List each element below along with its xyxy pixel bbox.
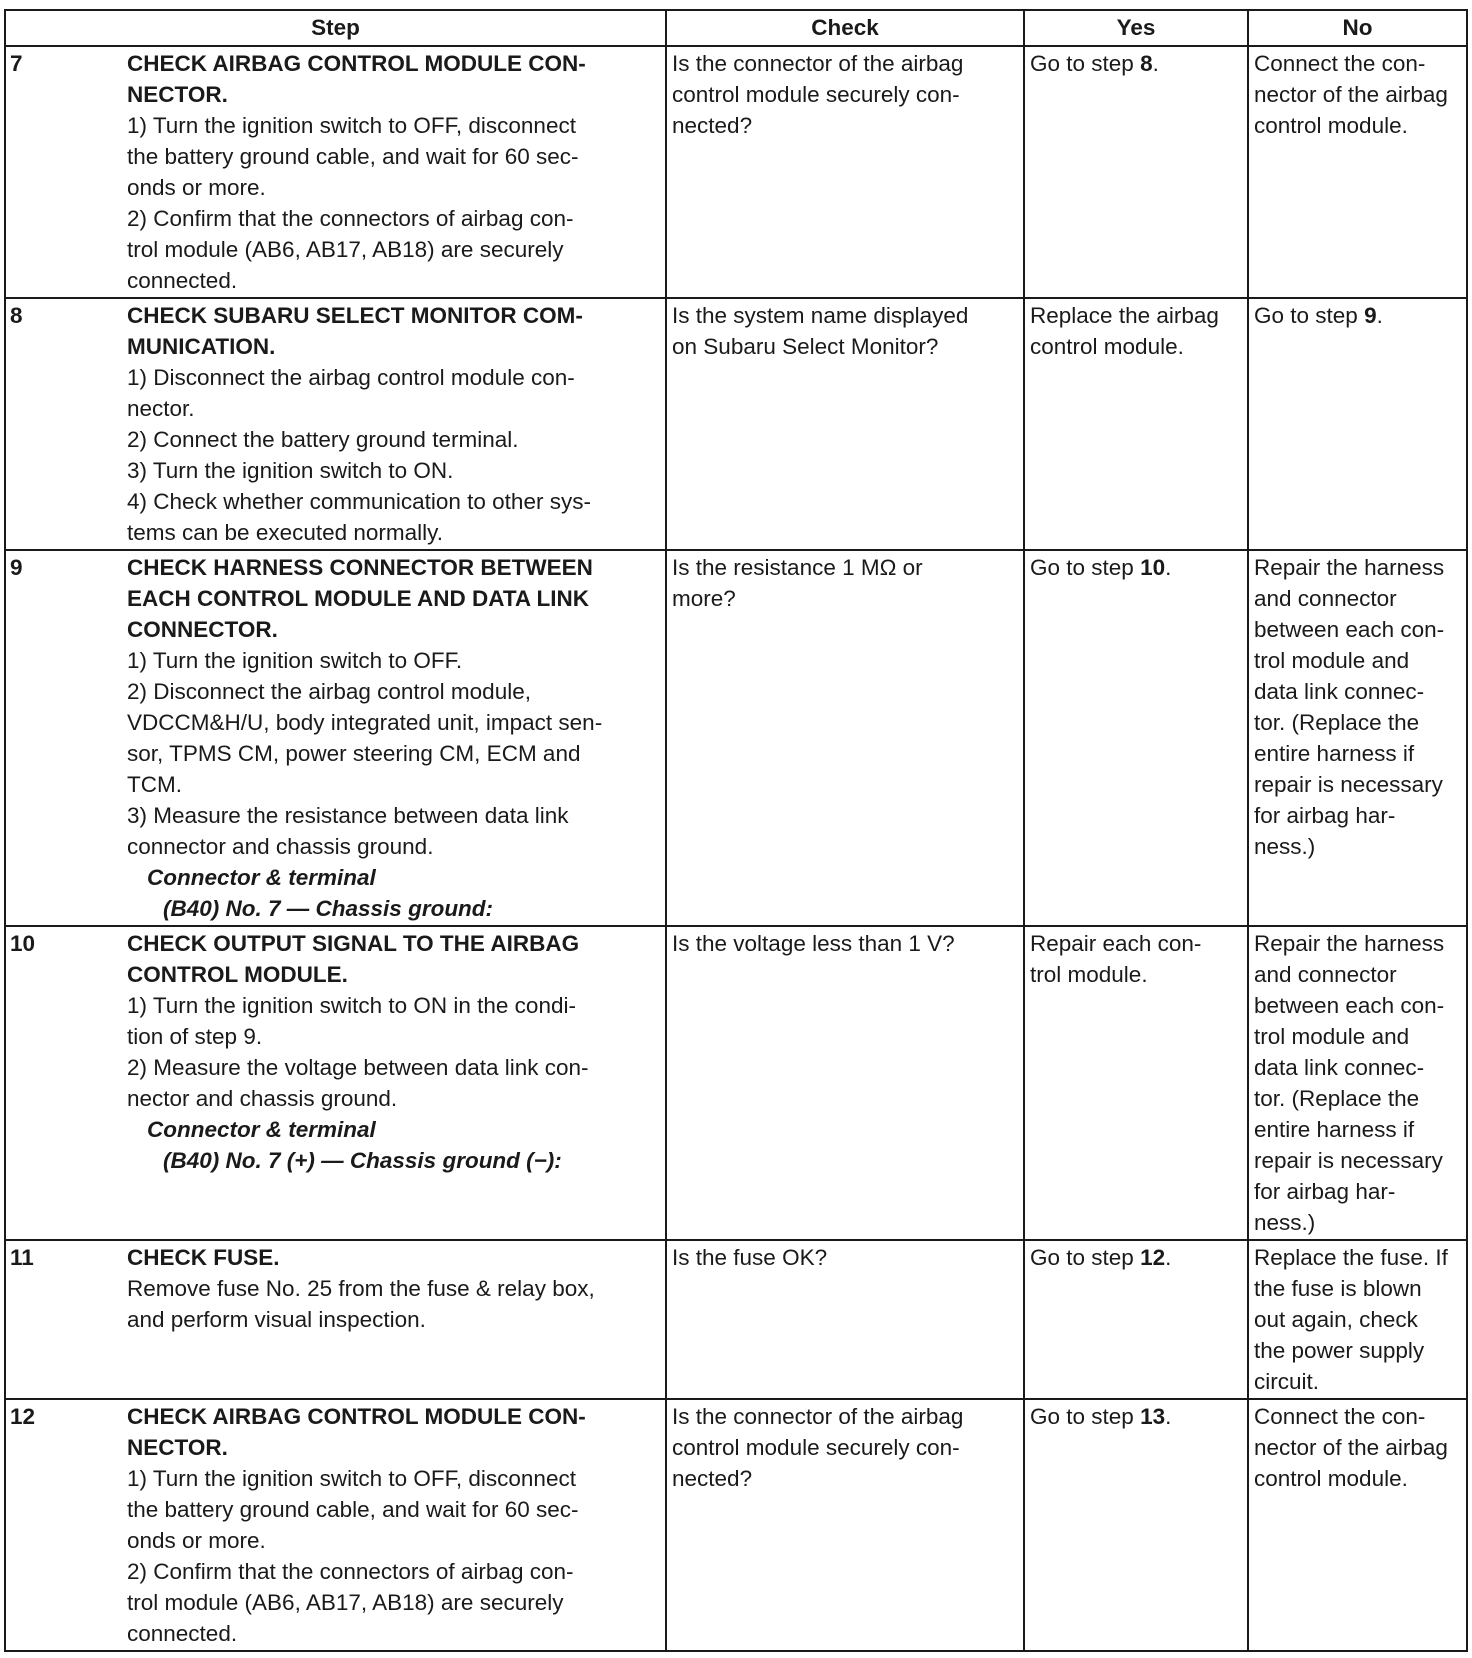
yes-suffix: .	[1165, 555, 1172, 580]
yes-suffix: .	[1152, 51, 1159, 76]
step-instruction: 3) Turn the ignition switch to ON.	[127, 458, 454, 483]
table-row	[5, 46, 1467, 298]
no-text: Connect the con- nector of the airbag control module.	[1254, 1404, 1448, 1491]
yes-cell	[1024, 550, 1248, 926]
step-cell	[127, 46, 666, 298]
check-text: Is the system name displayed on Subaru Select Monitor?	[672, 303, 969, 359]
step-instruction: 1) Turn the ignition switch to OFF, disconnect the battery ground cable, and wait for 60 sec- onds or more.	[127, 1466, 579, 1553]
step-instruction: 1) Turn the ignition switch to OFF.	[127, 648, 463, 673]
yes-text: Replace the airbag control module.	[1030, 303, 1219, 359]
check-text: Is the resistance 1 MΩ or more?	[672, 555, 923, 611]
yes-step-ref: 13	[1140, 1404, 1166, 1429]
no-text: Repair the harness and connector between each con- trol module and data link connec- tor. (Replace the entire harness if repair is necessary for airbag har- ness.)	[1254, 555, 1445, 859]
check-cell	[666, 298, 1024, 550]
step-instruction: 1) Turn the ignition switch to ON in the condi- tion of step 9.	[127, 993, 576, 1049]
step-cell	[127, 550, 666, 926]
step-title: CHECK FUSE.	[127, 1245, 280, 1270]
step-number: 11	[5, 1240, 127, 1399]
step-title: CHECK HARNESS CONNECTOR BETWEEN EACH CONTROL MODULE AND DATA LINK CONNECTOR.	[127, 555, 593, 642]
step-title: CHECK OUTPUT SIGNAL TO THE AIRBAG CONTROL MODULE.	[127, 931, 580, 987]
step-instruction: 2) Confirm that the connectors of airbag con- trol module (AB6, AB17, AB18) are securely connected.	[127, 206, 574, 293]
step-number: 12	[5, 1399, 127, 1651]
check-cell	[666, 46, 1024, 298]
step-instruction: 2) Disconnect the airbag control module, VDCCM&H/U, body integrated unit, impact sen- sor, TPMS CM, power steering CM, ECM and TCM.	[127, 679, 603, 797]
no-cell	[1248, 1240, 1467, 1399]
step-cell	[127, 1399, 666, 1651]
yes-text: Repair each con- trol module.	[1030, 931, 1202, 987]
terminal-spec: (B40) No. 7 (+) — Chassis ground (−):	[163, 1148, 562, 1173]
check-text: Is the connector of the airbag control module securely con- nected?	[672, 51, 964, 138]
no-cell	[1248, 550, 1467, 926]
terminal-label: Connector & terminal	[147, 865, 376, 890]
yes-text: Go to step	[1030, 555, 1141, 580]
check-cell	[666, 1399, 1024, 1651]
step-cell	[127, 926, 666, 1240]
terminal-label: Connector & terminal	[147, 1117, 376, 1142]
terminal-spec: (B40) No. 7 — Chassis ground:	[163, 896, 494, 921]
diagnostic-table	[4, 9, 1468, 1652]
step-number: 10	[5, 926, 127, 1240]
step-number: 9	[5, 550, 127, 926]
step-number: 8	[5, 298, 127, 550]
check-text: Is the fuse OK?	[672, 1245, 828, 1270]
no-text: Go to step	[1254, 303, 1365, 328]
header-row	[5, 10, 1467, 46]
step-instruction: 2) Confirm that the connectors of airbag con- trol module (AB6, AB17, AB18) are securely connected.	[127, 1559, 574, 1646]
check-text: Is the voltage less than 1 V?	[672, 931, 955, 956]
yes-cell	[1024, 298, 1248, 550]
check-text: Is the connector of the airbag control module securely con- nected?	[672, 1404, 964, 1491]
step-cell	[127, 1240, 666, 1399]
check-cell	[666, 550, 1024, 926]
no-cell	[1248, 1399, 1467, 1651]
table-row	[5, 298, 1467, 550]
yes-step-ref: 8	[1140, 51, 1153, 76]
step-number: 7	[5, 46, 127, 298]
step-cell	[127, 298, 666, 550]
yes-suffix: .	[1165, 1404, 1172, 1429]
header-step: Step	[5, 10, 666, 46]
header-yes: Yes	[1024, 10, 1248, 46]
no-text: Connect the con- nector of the airbag control module.	[1254, 51, 1448, 138]
no-suffix: .	[1376, 303, 1383, 328]
yes-suffix: .	[1165, 1245, 1172, 1270]
table-row	[5, 550, 1467, 926]
table-row	[5, 926, 1467, 1240]
header-no: No	[1248, 10, 1467, 46]
yes-cell	[1024, 1399, 1248, 1651]
no-cell	[1248, 46, 1467, 298]
check-cell	[666, 926, 1024, 1240]
table-row	[5, 1240, 1467, 1399]
yes-cell	[1024, 1240, 1248, 1399]
yes-text: Go to step	[1030, 51, 1141, 76]
header-check: Check	[666, 10, 1024, 46]
yes-text: Go to step	[1030, 1404, 1141, 1429]
yes-cell	[1024, 46, 1248, 298]
step-instruction: 3) Measure the resistance between data link connector and chassis ground.	[127, 803, 569, 859]
step-instruction: 2) Connect the battery ground terminal.	[127, 427, 519, 452]
step-instruction: Remove fuse No. 25 from the fuse & relay box, and perform visual inspection.	[127, 1276, 595, 1332]
table-row	[5, 1399, 1467, 1651]
step-title: CHECK SUBARU SELECT MONITOR COM- MUNICATION.	[127, 303, 583, 359]
no-cell	[1248, 298, 1467, 550]
yes-text: Go to step	[1030, 1245, 1141, 1270]
step-instruction: 1) Turn the ignition switch to OFF, disconnect the battery ground cable, and wait for 60 sec- onds or more.	[127, 113, 579, 200]
step-instruction: 2) Measure the voltage between data link con- nector and chassis ground.	[127, 1055, 589, 1111]
no-text: Repair the harness and connector between each con- trol module and data link connec- tor. (Replace the entire harness if repair is necessary for airbag har- ness.)	[1254, 931, 1445, 1235]
step-instruction: 4) Check whether communication to other sys- tems can be executed normally.	[127, 489, 591, 545]
step-title: CHECK AIRBAG CONTROL MODULE CON- NECTOR.	[127, 1404, 586, 1460]
check-cell	[666, 1240, 1024, 1399]
no-cell	[1248, 926, 1467, 1240]
no-text: Replace the fuse. If the fuse is blown out again, check the power supply circuit.	[1254, 1245, 1448, 1394]
yes-cell	[1024, 926, 1248, 1240]
yes-step-ref: 10	[1140, 555, 1166, 580]
yes-step-ref: 12	[1140, 1245, 1166, 1270]
step-instruction: 1) Disconnect the airbag control module con- nector.	[127, 365, 575, 421]
no-step-ref: 9	[1364, 303, 1377, 328]
step-title: CHECK AIRBAG CONTROL MODULE CON- NECTOR.	[127, 51, 586, 107]
